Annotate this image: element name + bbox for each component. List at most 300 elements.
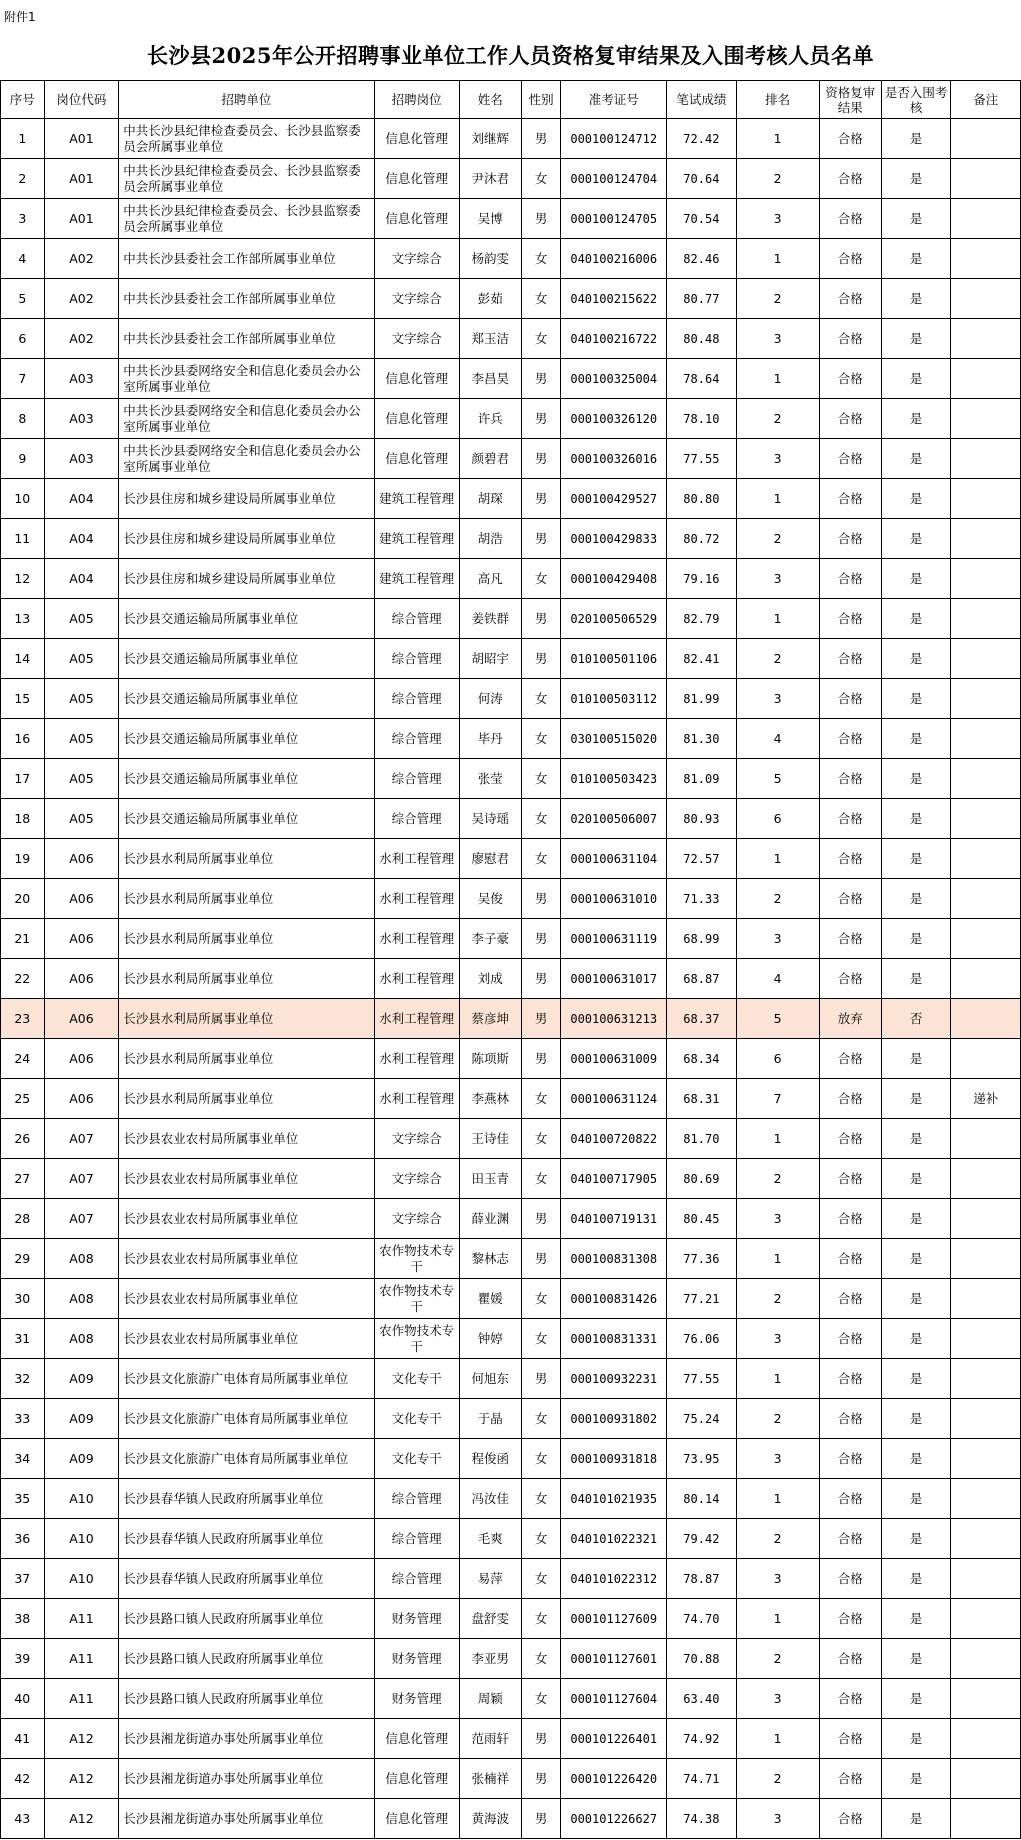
header-seq: 序号 — [1, 81, 45, 119]
cell-name: 何旭东 — [459, 1359, 521, 1399]
cell-rank: 3 — [736, 1199, 819, 1239]
cell-remarks — [951, 1119, 1021, 1159]
cell-rank: 7 — [736, 1079, 819, 1119]
cell-seq: 42 — [1, 1759, 45, 1799]
cell-shortlisted: 是 — [881, 1479, 951, 1519]
cell-exam-id: 000100631124 — [561, 1079, 667, 1119]
cell-remarks — [951, 639, 1021, 679]
table-row — [1, 759, 1021, 799]
cell-score: 80.14 — [667, 1479, 737, 1519]
cell-unit: 长沙县住房和城乡建设局所属事业单位 — [119, 559, 374, 599]
cell-name: 王诗佳 — [459, 1119, 521, 1159]
cell-seq: 31 — [1, 1319, 45, 1359]
cell-unit: 长沙县文化旅游广电体育局所属事业单位 — [119, 1399, 374, 1439]
cell-rank: 3 — [736, 439, 819, 479]
table-row — [1, 839, 1021, 879]
cell-seq: 10 — [1, 479, 45, 519]
cell-exam-id: 040101022312 — [561, 1559, 667, 1599]
cell-unit: 中共长沙县委社会工作部所属事业单位 — [119, 279, 374, 319]
cell-unit: 长沙县水利局所属事业单位 — [119, 1039, 374, 1079]
cell-position: 建筑工程管理 — [374, 479, 459, 519]
cell-shortlisted: 是 — [881, 399, 951, 439]
table-row — [1, 1039, 1021, 1079]
cell-remarks — [951, 679, 1021, 719]
cell-name: 薛业渊 — [459, 1199, 521, 1239]
table-row — [1, 1639, 1021, 1679]
cell-shortlisted: 是 — [881, 319, 951, 359]
cell-score: 78.87 — [667, 1559, 737, 1599]
header-review-result: 资格复审结果 — [819, 81, 881, 119]
cell-position: 水利工程管理 — [374, 919, 459, 959]
cell-exam-id: 040100216006 — [561, 239, 667, 279]
cell-exam-id: 000100325004 — [561, 359, 667, 399]
cell-name: 李燕林 — [459, 1079, 521, 1119]
cell-exam-id: 000100931818 — [561, 1439, 667, 1479]
cell-rank: 3 — [736, 199, 819, 239]
cell-gender: 女 — [521, 719, 560, 759]
cell-post-code: A05 — [44, 719, 119, 759]
cell-shortlisted: 是 — [881, 1799, 951, 1839]
cell-exam-id: 040101022321 — [561, 1519, 667, 1559]
cell-shortlisted: 是 — [881, 1119, 951, 1159]
cell-review-result: 合格 — [819, 1439, 881, 1479]
cell-name: 程俊函 — [459, 1439, 521, 1479]
table-row — [1, 959, 1021, 999]
cell-exam-id: 000100631104 — [561, 839, 667, 879]
cell-remarks — [951, 239, 1021, 279]
cell-post-code: A10 — [44, 1479, 119, 1519]
cell-post-code: A08 — [44, 1319, 119, 1359]
cell-score: 81.99 — [667, 679, 737, 719]
cell-exam-id: 000100932231 — [561, 1359, 667, 1399]
cell-exam-id: 010100501106 — [561, 639, 667, 679]
cell-rank: 1 — [736, 239, 819, 279]
cell-shortlisted: 是 — [881, 759, 951, 799]
cell-position: 文化专干 — [374, 1399, 459, 1439]
cell-remarks — [951, 359, 1021, 399]
cell-position: 综合管理 — [374, 799, 459, 839]
cell-remarks — [951, 1319, 1021, 1359]
cell-exam-id: 000100831331 — [561, 1319, 667, 1359]
cell-shortlisted: 是 — [881, 959, 951, 999]
cell-rank: 1 — [736, 359, 819, 399]
table-row — [1, 1719, 1021, 1759]
cell-gender: 女 — [521, 1679, 560, 1719]
cell-rank: 1 — [736, 1239, 819, 1279]
cell-exam-id: 000101127609 — [561, 1599, 667, 1639]
cell-unit: 中共长沙县纪律检查委员会、长沙县监察委员会所属事业单位 — [119, 159, 374, 199]
cell-gender: 女 — [521, 839, 560, 879]
table-row — [1, 1199, 1021, 1239]
cell-shortlisted: 是 — [881, 1719, 951, 1759]
cell-rank: 1 — [736, 839, 819, 879]
cell-exam-id: 000100124704 — [561, 159, 667, 199]
cell-review-result: 合格 — [819, 879, 881, 919]
table-row — [1, 1799, 1021, 1839]
cell-gender: 男 — [521, 479, 560, 519]
cell-exam-id: 000100326120 — [561, 399, 667, 439]
cell-position: 综合管理 — [374, 719, 459, 759]
cell-unit: 长沙县文化旅游广电体育局所属事业单位 — [119, 1439, 374, 1479]
cell-score: 68.87 — [667, 959, 737, 999]
cell-name: 周颖 — [459, 1679, 521, 1719]
cell-position: 文字综合 — [374, 1119, 459, 1159]
cell-rank: 1 — [736, 479, 819, 519]
table-row — [1, 999, 1021, 1039]
cell-review-result: 合格 — [819, 679, 881, 719]
cell-review-result: 合格 — [819, 1639, 881, 1679]
cell-remarks — [951, 159, 1021, 199]
cell-seq: 17 — [1, 759, 45, 799]
cell-exam-id: 000100429833 — [561, 519, 667, 559]
cell-seq: 38 — [1, 1599, 45, 1639]
cell-name: 郑玉洁 — [459, 319, 521, 359]
cell-position: 文字综合 — [374, 239, 459, 279]
cell-rank: 3 — [736, 319, 819, 359]
cell-shortlisted: 是 — [881, 119, 951, 159]
cell-rank: 2 — [736, 879, 819, 919]
cell-rank: 1 — [736, 119, 819, 159]
cell-gender: 男 — [521, 999, 560, 1039]
cell-score: 77.55 — [667, 439, 737, 479]
table-row — [1, 1239, 1021, 1279]
cell-review-result: 合格 — [819, 799, 881, 839]
cell-post-code: A06 — [44, 959, 119, 999]
cell-review-result: 合格 — [819, 1399, 881, 1439]
cell-name: 陈项斯 — [459, 1039, 521, 1079]
cell-unit: 长沙县交通运输局所属事业单位 — [119, 679, 374, 719]
cell-name: 刘成 — [459, 959, 521, 999]
cell-remarks — [951, 1439, 1021, 1479]
cell-score: 80.77 — [667, 279, 737, 319]
cell-position: 文化专干 — [374, 1359, 459, 1399]
table-row — [1, 1679, 1021, 1719]
cell-position: 综合管理 — [374, 679, 459, 719]
cell-rank: 2 — [736, 1279, 819, 1319]
cell-name: 李亚男 — [459, 1639, 521, 1679]
cell-name: 何涛 — [459, 679, 521, 719]
cell-gender: 男 — [521, 1719, 560, 1759]
table-row — [1, 719, 1021, 759]
table-row — [1, 1439, 1021, 1479]
cell-remarks — [951, 759, 1021, 799]
cell-score: 76.06 — [667, 1319, 737, 1359]
cell-rank: 1 — [736, 1719, 819, 1759]
cell-seq: 37 — [1, 1559, 45, 1599]
cell-remarks — [951, 399, 1021, 439]
cell-score: 81.70 — [667, 1119, 737, 1159]
cell-score: 82.41 — [667, 639, 737, 679]
header-remarks: 备注 — [951, 81, 1021, 119]
cell-rank: 2 — [736, 399, 819, 439]
cell-remarks — [951, 1639, 1021, 1679]
cell-remarks — [951, 1679, 1021, 1719]
cell-seq: 26 — [1, 1119, 45, 1159]
cell-shortlisted: 是 — [881, 359, 951, 399]
cell-score: 81.09 — [667, 759, 737, 799]
cell-rank: 3 — [736, 1319, 819, 1359]
cell-position: 信息化管理 — [374, 1719, 459, 1759]
cell-position: 文化专干 — [374, 1439, 459, 1479]
cell-exam-id: 020100506529 — [561, 599, 667, 639]
cell-post-code: A02 — [44, 239, 119, 279]
cell-unit: 长沙县农业农村局所属事业单位 — [119, 1319, 374, 1359]
cell-post-code: A11 — [44, 1639, 119, 1679]
cell-post-code: A03 — [44, 359, 119, 399]
cell-review-result: 合格 — [819, 1039, 881, 1079]
cell-rank: 2 — [736, 1519, 819, 1559]
cell-rank: 6 — [736, 1039, 819, 1079]
cell-gender: 男 — [521, 599, 560, 639]
cell-score: 81.30 — [667, 719, 737, 759]
cell-review-result: 合格 — [819, 159, 881, 199]
table-row — [1, 559, 1021, 599]
cell-unit: 长沙县春华镇人民政府所属事业单位 — [119, 1559, 374, 1599]
cell-unit: 长沙县路口镇人民政府所属事业单位 — [119, 1679, 374, 1719]
cell-position: 水利工程管理 — [374, 1039, 459, 1079]
cell-seq: 16 — [1, 719, 45, 759]
cell-exam-id: 000101226627 — [561, 1799, 667, 1839]
cell-remarks — [951, 279, 1021, 319]
cell-position: 综合管理 — [374, 639, 459, 679]
cell-gender: 男 — [521, 399, 560, 439]
cell-review-result: 合格 — [819, 239, 881, 279]
cell-shortlisted: 是 — [881, 1759, 951, 1799]
cell-name: 盘舒雯 — [459, 1599, 521, 1639]
cell-score: 68.31 — [667, 1079, 737, 1119]
cell-seq: 25 — [1, 1079, 45, 1119]
cell-rank: 3 — [736, 1799, 819, 1839]
cell-shortlisted: 是 — [881, 1159, 951, 1199]
cell-post-code: A05 — [44, 639, 119, 679]
cell-review-result: 合格 — [819, 919, 881, 959]
cell-score: 82.46 — [667, 239, 737, 279]
cell-name: 张楠祥 — [459, 1759, 521, 1799]
cell-shortlisted: 是 — [881, 1559, 951, 1599]
cell-review-result: 合格 — [819, 319, 881, 359]
cell-gender: 男 — [521, 1359, 560, 1399]
cell-unit: 长沙县水利局所属事业单位 — [119, 999, 374, 1039]
cell-name: 钟婷 — [459, 1319, 521, 1359]
cell-review-result: 合格 — [819, 1279, 881, 1319]
table-row — [1, 639, 1021, 679]
cell-seq: 32 — [1, 1359, 45, 1399]
cell-name: 黎林志 — [459, 1239, 521, 1279]
cell-post-code: A03 — [44, 399, 119, 439]
cell-shortlisted: 是 — [881, 1319, 951, 1359]
cell-position: 财务管理 — [374, 1679, 459, 1719]
cell-remarks — [951, 919, 1021, 959]
cell-score: 70.54 — [667, 199, 737, 239]
cell-exam-id: 040100215622 — [561, 279, 667, 319]
cell-unit: 长沙县农业农村局所属事业单位 — [119, 1199, 374, 1239]
table-row — [1, 1119, 1021, 1159]
cell-shortlisted: 是 — [881, 279, 951, 319]
table-row — [1, 1399, 1021, 1439]
cell-rank: 2 — [736, 279, 819, 319]
cell-unit: 长沙县交通运输局所属事业单位 — [119, 599, 374, 639]
cell-unit: 长沙县水利局所属事业单位 — [119, 879, 374, 919]
table-row — [1, 439, 1021, 479]
cell-position: 信息化管理 — [374, 399, 459, 439]
table-row — [1, 1599, 1021, 1639]
cell-exam-id: 000100831426 — [561, 1279, 667, 1319]
cell-position: 信息化管理 — [374, 199, 459, 239]
cell-name: 胡昭宇 — [459, 639, 521, 679]
cell-score: 73.95 — [667, 1439, 737, 1479]
table-row — [1, 1319, 1021, 1359]
cell-exam-id: 000100931802 — [561, 1399, 667, 1439]
cell-remarks — [951, 719, 1021, 759]
table-header-row — [1, 81, 1021, 119]
header-gender: 性别 — [521, 81, 560, 119]
cell-position: 建筑工程管理 — [374, 519, 459, 559]
cell-unit: 长沙县湘龙街道办事处所属事业单位 — [119, 1719, 374, 1759]
cell-score: 74.70 — [667, 1599, 737, 1639]
cell-post-code: A09 — [44, 1359, 119, 1399]
cell-seq: 28 — [1, 1199, 45, 1239]
cell-remarks: 递补 — [951, 1079, 1021, 1119]
cell-remarks — [951, 199, 1021, 239]
cell-shortlisted: 是 — [881, 1239, 951, 1279]
cell-review-result: 合格 — [819, 279, 881, 319]
cell-review-result: 合格 — [819, 759, 881, 799]
cell-unit: 长沙县水利局所属事业单位 — [119, 959, 374, 999]
cell-exam-id: 040100717905 — [561, 1159, 667, 1199]
cell-exam-id: 000100831308 — [561, 1239, 667, 1279]
cell-gender: 男 — [521, 439, 560, 479]
cell-gender: 女 — [521, 799, 560, 839]
cell-review-result: 合格 — [819, 1479, 881, 1519]
cell-unit: 长沙县水利局所属事业单位 — [119, 1079, 374, 1119]
cell-gender: 男 — [521, 919, 560, 959]
cell-review-result: 合格 — [819, 1359, 881, 1399]
cell-gender: 女 — [521, 159, 560, 199]
cell-position: 信息化管理 — [374, 359, 459, 399]
cell-post-code: A05 — [44, 679, 119, 719]
cell-position: 水利工程管理 — [374, 839, 459, 879]
cell-seq: 22 — [1, 959, 45, 999]
cell-gender: 男 — [521, 199, 560, 239]
cell-score: 70.64 — [667, 159, 737, 199]
cell-post-code: A06 — [44, 1039, 119, 1079]
cell-shortlisted: 是 — [881, 799, 951, 839]
cell-rank: 5 — [736, 999, 819, 1039]
cell-seq: 43 — [1, 1799, 45, 1839]
cell-post-code: A07 — [44, 1199, 119, 1239]
cell-score: 74.71 — [667, 1759, 737, 1799]
cell-exam-id: 000100429408 — [561, 559, 667, 599]
table-row — [1, 679, 1021, 719]
cell-position: 综合管理 — [374, 599, 459, 639]
cell-shortlisted: 是 — [881, 719, 951, 759]
cell-remarks — [951, 1799, 1021, 1839]
cell-score: 77.36 — [667, 1239, 737, 1279]
cell-gender: 女 — [521, 279, 560, 319]
cell-unit: 长沙县春华镇人民政府所属事业单位 — [119, 1519, 374, 1559]
cell-position: 文字综合 — [374, 279, 459, 319]
cell-unit: 长沙县交通运输局所属事业单位 — [119, 799, 374, 839]
cell-seq: 8 — [1, 399, 45, 439]
cell-review-result: 合格 — [819, 839, 881, 879]
cell-seq: 36 — [1, 1519, 45, 1559]
cell-exam-id: 000100631017 — [561, 959, 667, 999]
cell-gender: 女 — [521, 679, 560, 719]
cell-post-code: A02 — [44, 279, 119, 319]
cell-review-result: 合格 — [819, 1519, 881, 1559]
table-body — [1, 119, 1021, 1839]
cell-rank: 6 — [736, 799, 819, 839]
cell-score: 74.92 — [667, 1719, 737, 1759]
cell-exam-id: 000101127604 — [561, 1679, 667, 1719]
cell-review-result: 合格 — [819, 599, 881, 639]
cell-name: 胡琛 — [459, 479, 521, 519]
cell-review-result: 放弃 — [819, 999, 881, 1039]
cell-rank: 1 — [736, 1119, 819, 1159]
cell-remarks — [951, 879, 1021, 919]
cell-rank: 1 — [736, 1479, 819, 1519]
cell-position: 综合管理 — [374, 1479, 459, 1519]
cell-post-code: A01 — [44, 199, 119, 239]
cell-post-code: A05 — [44, 799, 119, 839]
cell-exam-id: 000100631010 — [561, 879, 667, 919]
cell-position: 综合管理 — [374, 1559, 459, 1599]
cell-rank: 2 — [736, 159, 819, 199]
cell-unit: 长沙县水利局所属事业单位 — [119, 919, 374, 959]
cell-gender: 男 — [521, 1759, 560, 1799]
cell-score: 68.99 — [667, 919, 737, 959]
cell-seq: 30 — [1, 1279, 45, 1319]
cell-shortlisted: 是 — [881, 1199, 951, 1239]
cell-gender: 女 — [521, 239, 560, 279]
cell-score: 77.55 — [667, 1359, 737, 1399]
cell-seq: 18 — [1, 799, 45, 839]
cell-post-code: A12 — [44, 1759, 119, 1799]
cell-review-result: 合格 — [819, 959, 881, 999]
cell-seq: 3 — [1, 199, 45, 239]
cell-shortlisted: 是 — [881, 479, 951, 519]
cell-post-code: A06 — [44, 1079, 119, 1119]
cell-gender: 女 — [521, 1439, 560, 1479]
cell-remarks — [951, 1759, 1021, 1799]
cell-score: 80.48 — [667, 319, 737, 359]
cell-post-code: A04 — [44, 479, 119, 519]
cell-review-result: 合格 — [819, 559, 881, 599]
cell-review-result: 合格 — [819, 1559, 881, 1599]
cell-review-result: 合格 — [819, 479, 881, 519]
cell-score: 80.93 — [667, 799, 737, 839]
cell-name: 廖慰君 — [459, 839, 521, 879]
cell-name: 黄海波 — [459, 1799, 521, 1839]
cell-shortlisted: 是 — [881, 639, 951, 679]
table-row — [1, 279, 1021, 319]
cell-exam-id: 040100720822 — [561, 1119, 667, 1159]
cell-rank: 4 — [736, 959, 819, 999]
cell-score: 80.45 — [667, 1199, 737, 1239]
table-row — [1, 1519, 1021, 1559]
cell-score: 77.21 — [667, 1279, 737, 1319]
cell-review-result: 合格 — [819, 1799, 881, 1839]
cell-unit: 中共长沙县委网络安全和信息化委员会办公室所属事业单位 — [119, 399, 374, 439]
cell-rank: 2 — [736, 519, 819, 559]
cell-seq: 13 — [1, 599, 45, 639]
cell-post-code: A04 — [44, 519, 119, 559]
cell-gender: 女 — [521, 1559, 560, 1599]
cell-unit: 中共长沙县委社会工作部所属事业单位 — [119, 319, 374, 359]
cell-shortlisted: 是 — [881, 679, 951, 719]
annex-label: 附件1 — [4, 10, 36, 24]
cell-gender: 男 — [521, 639, 560, 679]
